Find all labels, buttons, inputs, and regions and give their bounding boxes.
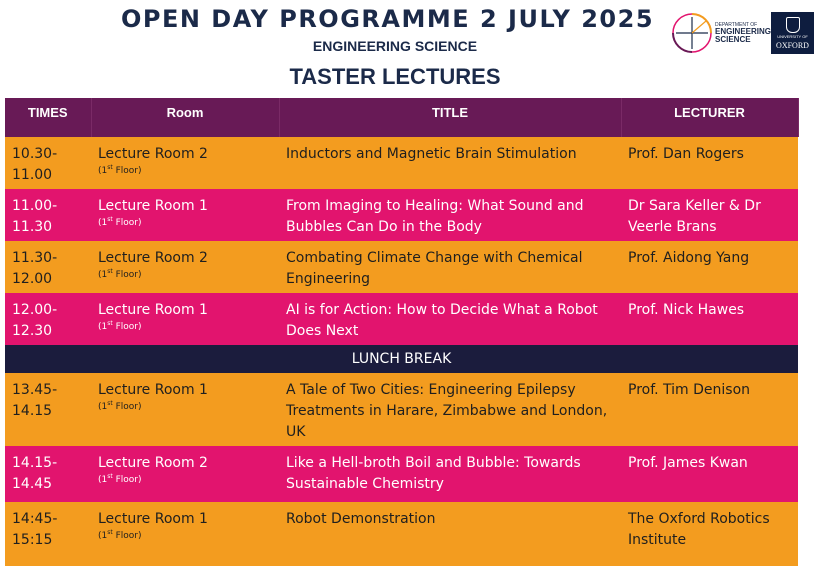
table-row bbox=[5, 502, 798, 566]
lecturer-cell: The Oxford Robotics Institute bbox=[621, 502, 798, 566]
programme-table bbox=[5, 98, 799, 566]
room-name: Lecture Room 2 bbox=[98, 455, 208, 471]
lecturer-cell: Prof. Aidong Yang bbox=[621, 241, 798, 293]
room-name: Lecture Room 2 bbox=[98, 146, 208, 162]
room-cell bbox=[91, 293, 279, 345]
lecturer-cell: Prof. Dan Rogers bbox=[621, 137, 798, 189]
crest-icon bbox=[786, 17, 800, 33]
logo-line-3: SCIENCE bbox=[715, 35, 751, 44]
table-row bbox=[5, 189, 798, 241]
column-header-title: TITLE bbox=[279, 98, 621, 137]
time-cell: 13.45-14.15 bbox=[5, 373, 91, 446]
time-cell: 12.00-12.30 bbox=[5, 293, 91, 345]
room-cell bbox=[91, 137, 279, 189]
title-cell: Inductors and Magnetic Brain Stimulation bbox=[279, 137, 621, 189]
table-row bbox=[5, 446, 798, 502]
room-cell bbox=[91, 502, 279, 566]
floor-label: (1st Floor) bbox=[98, 268, 142, 280]
floor-label: (1st Floor) bbox=[98, 320, 142, 332]
floor-label: (1st Floor) bbox=[98, 473, 142, 485]
room-name: Lecture Room 1 bbox=[98, 302, 208, 318]
page-subtitle: ENGINEERING SCIENCE bbox=[312, 38, 478, 54]
lecturer-cell: Prof. Nick Hawes bbox=[621, 293, 798, 345]
oxford-logo-line-1: UNIVERSITY OF bbox=[777, 34, 808, 39]
time-cell: 14:45-15:15 bbox=[5, 502, 91, 566]
lunch-break-row bbox=[5, 345, 798, 373]
room-cell bbox=[91, 189, 279, 241]
column-header-lecturer: LECTURER bbox=[621, 98, 798, 137]
title-cell: AI is for Action: How to Decide What a Robot Does Next bbox=[279, 293, 621, 345]
table-row bbox=[5, 293, 798, 345]
title-cell: Combating Climate Change with Chemical Engineering bbox=[279, 241, 621, 293]
time-cell: 10.30-11.00 bbox=[5, 137, 91, 189]
lecturer-cell: Dr Sara Keller & Dr Veerle Brans bbox=[621, 189, 798, 241]
floor-label: (1st Floor) bbox=[98, 400, 142, 412]
room-cell bbox=[91, 241, 279, 293]
lecturer-cell: Prof. James Kwan bbox=[621, 446, 798, 502]
room-name: Lecture Room 1 bbox=[98, 198, 208, 214]
logo-line-2: ENGINEERING bbox=[715, 27, 772, 36]
title-cell: A Tale of Two Cities: Engineering Epilepsy Treatments in Harare, Zimbabwe and London, UK bbox=[279, 373, 621, 446]
table-row bbox=[5, 137, 798, 189]
page-title: OPEN DAY PROGRAMME 2 JULY 2025 bbox=[120, 5, 655, 33]
room-cell bbox=[91, 446, 279, 502]
lecturer-cell: Prof. Tim Denison bbox=[621, 373, 798, 446]
room-name: Lecture Room 2 bbox=[98, 250, 208, 266]
room-name: Lecture Room 1 bbox=[98, 382, 208, 398]
floor-label: (1st Floor) bbox=[98, 216, 142, 228]
column-header-room: Room bbox=[91, 98, 279, 137]
table-header-row bbox=[5, 98, 798, 137]
engineering-logo-icon bbox=[670, 11, 714, 55]
time-cell: 14.15-14.45 bbox=[5, 446, 91, 502]
oxford-logo-line-2: OXFORD bbox=[776, 41, 809, 50]
oxford-university-logo bbox=[771, 12, 814, 54]
section-heading: TASTER LECTURES bbox=[289, 64, 501, 89]
engineering-science-logo bbox=[670, 11, 772, 55]
title-cell: From Imaging to Healing: What Sound and Bubbles Can Do in the Body bbox=[279, 189, 621, 241]
room-cell bbox=[91, 373, 279, 446]
time-cell: 11.00-11.30 bbox=[5, 189, 91, 241]
title-cell: Robot Demonstration bbox=[279, 502, 621, 566]
room-name: Lecture Room 1 bbox=[98, 511, 208, 527]
lunch-break-label: LUNCH BREAK bbox=[5, 345, 798, 373]
column-header-times: TIMES bbox=[5, 98, 91, 137]
logo-line-1: DEPARTMENT OF bbox=[715, 22, 758, 28]
floor-label: (1st Floor) bbox=[98, 529, 142, 541]
floor-label: (1st Floor) bbox=[98, 164, 142, 176]
title-cell: Like a Hell-broth Boil and Bubble: Towards Sustainable Chemistry bbox=[279, 446, 621, 502]
table-row bbox=[5, 373, 798, 446]
time-cell: 11.30-12.00 bbox=[5, 241, 91, 293]
table-row bbox=[5, 241, 798, 293]
